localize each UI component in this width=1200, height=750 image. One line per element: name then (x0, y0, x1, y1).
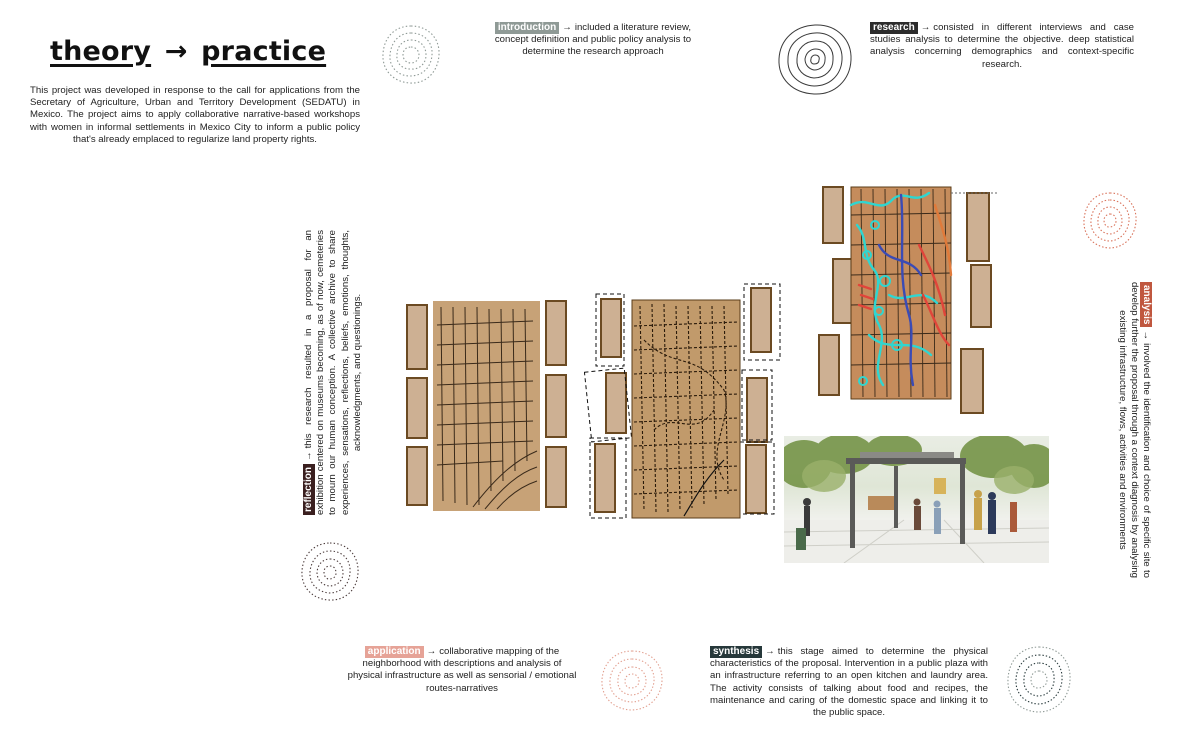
synthesis-tag: synthesis (710, 646, 762, 658)
reflection-tag: reflection (303, 464, 315, 515)
synthesis-note (710, 646, 988, 719)
wood-piece (545, 300, 567, 366)
reflection-text: this research resulted in a proposal for an exhibition centered on museums becoming, as of now, cemeteries to mourn our human conception. A collective archive to share experiences, sensations, reflections, beliefs, emotions, thoughts, acknowledgments, and questionings. (303, 230, 363, 515)
page-title (50, 36, 326, 67)
analysis-map-board-3 (849, 185, 1001, 401)
introduction-note (478, 22, 708, 59)
arrow-icon: → (920, 22, 931, 33)
arrow-icon: → (765, 646, 775, 657)
analysis-note (1115, 282, 1152, 578)
plaza-render-image (784, 436, 1049, 563)
title-theory: theory (50, 36, 152, 67)
arrow-icon: → (1141, 330, 1152, 341)
title-arrow: → (164, 36, 188, 67)
introduction-text: included a literature review, concept definition and public policy analysis to determine the research approach (494, 22, 692, 58)
contour-synthesis-icon (1004, 644, 1074, 716)
wood-piece (545, 374, 567, 438)
research-note (870, 22, 1134, 71)
contour-application-icon (597, 648, 667, 714)
title-practice: practice (201, 36, 327, 67)
contour-research-icon (775, 22, 855, 98)
application-text: collaborative mapping of the neighborhood with descriptions and analysis of physical infrastructure as well as sensorial / emotional routes-narratives (347, 646, 577, 694)
contour-analysis-icon (1080, 190, 1140, 252)
synthesis-text: this stage aimed to determine the physical characteristics of the proposal. Intervention in a public plaza with an infrastructure referring to an open kitchen and laundry area. The activity consists of talking about food and recipes, the maintenance and caring of the domestic space and linking it to the public space. (710, 646, 988, 719)
arrow-icon: → (426, 646, 437, 657)
wood-piece (822, 186, 844, 244)
annotated-map-board-2 (584, 280, 784, 520)
reflection-note (303, 230, 364, 515)
analysis-tag: analysis (1140, 282, 1152, 327)
contour-reflection-icon (298, 540, 362, 604)
research-text: consisted in different interviews and case studies analysis to determine the objective. deep statistical analysis concerning demographics and context-specific research. (870, 22, 1134, 70)
application-tag: application (365, 646, 424, 658)
wood-piece (406, 377, 428, 439)
wood-piece (545, 446, 567, 508)
research-tag: research (870, 22, 918, 34)
arrow-icon: → (562, 22, 572, 33)
application-note (346, 646, 578, 695)
contour-intro-icon (378, 22, 444, 88)
wood-piece (406, 304, 428, 370)
intro-paragraph: This project was developed in response to the call for applications from the Secretary of Agriculture, Urban and Territory Development (SEDATU) in Mexico. The project aims to apply collaborative narrative-based workshops with women in informal settlements in Mexico City to inform a public policy that's already emplaced to regularize land property rights. (30, 85, 360, 145)
wood-map-board-1 (433, 301, 540, 511)
analysis-text: involved the identification and choice of specific site to develop further the proposal through a context diagnosis by analysing existing infrastructure, flows, activities and environments (1116, 282, 1152, 578)
wood-piece (818, 334, 840, 396)
introduction-tag: introduction (495, 22, 559, 34)
wood-piece (406, 446, 428, 506)
arrow-icon: → (303, 451, 314, 461)
